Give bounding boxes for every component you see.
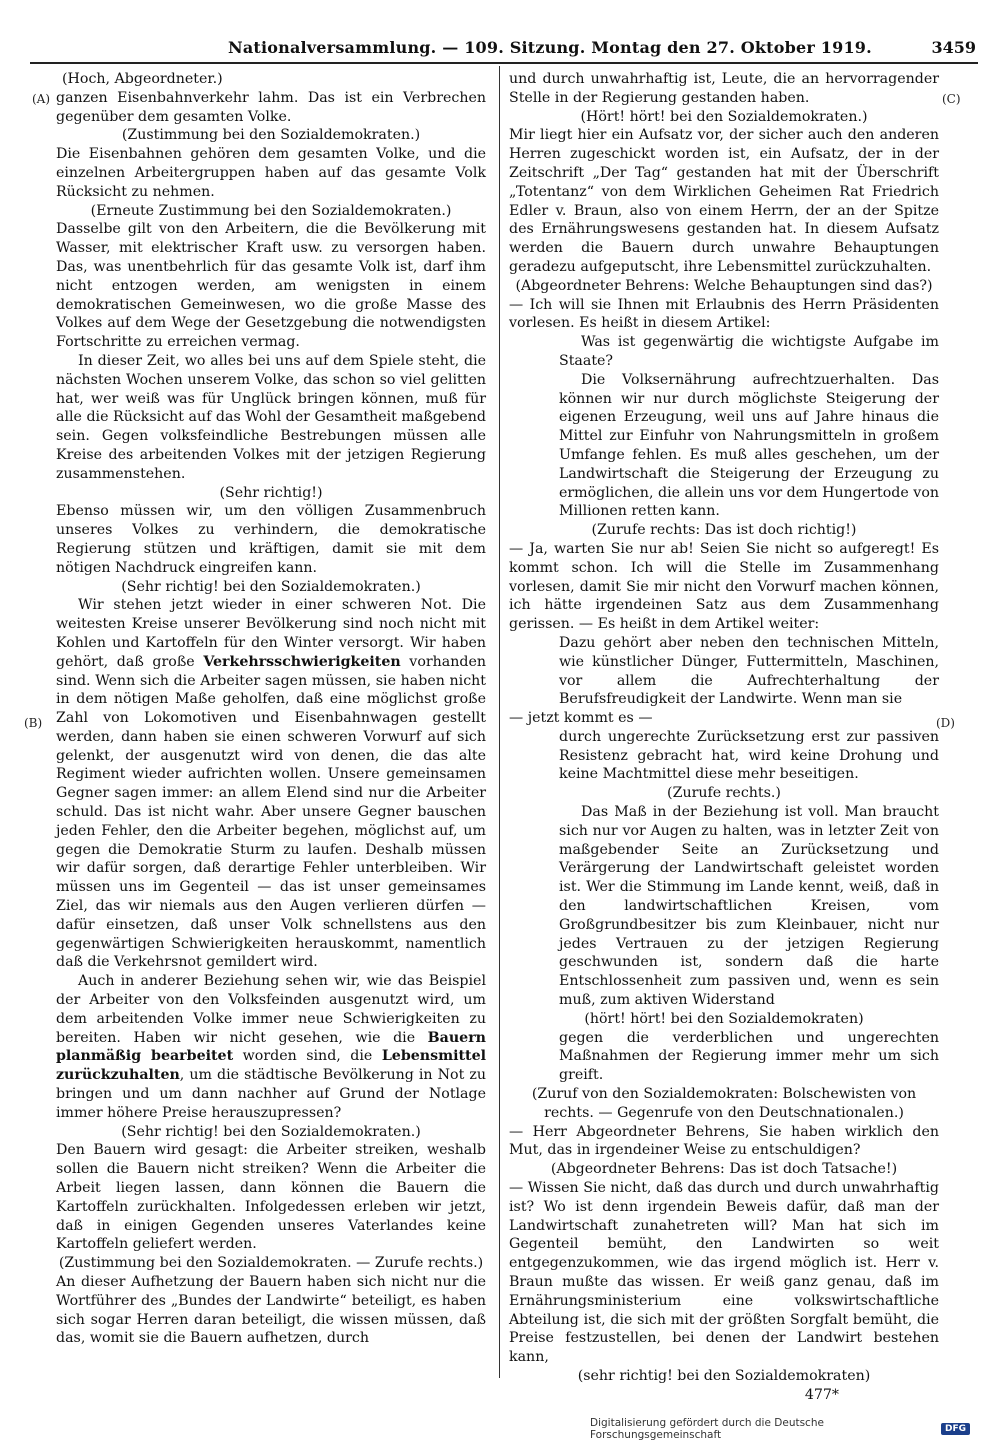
margin-marker-c: (C)	[942, 92, 961, 106]
left-column	[56, 70, 486, 1348]
funding-note: Digitalisierung gefördert durch die Deutsche Forschungsgemeinschaft	[590, 1417, 824, 1441]
paragraph: Die Eisenbahnen gehören dem gesamten Volke, und die einzelnen Arbeitergruppen haben auf das gesamte Volk Rücksicht zu nehmen.	[56, 146, 486, 200]
paragraph: Ebenso müssen wir, um den völligen Zusammenbruch unseres Volkes zu verhindern, die demokratische Regierung stützen und kräftigen, damit sie mit dem nötigen Nachdruck eingreifen kann.	[56, 503, 486, 576]
quoted-text: Was ist gegenwärtig die wichtigste Aufgabe im Staate?	[559, 334, 939, 369]
margin-marker-d: (D)	[936, 716, 955, 730]
running-title: Nationalversammlung. — 109. Sitzung. Montag den 27. Oktober 1919.	[228, 38, 872, 57]
text-run: Auch in anderer Beziehung sehen wir, wie das Beispiel der Arbeiter von den Volksfeinden ausgenutzt wird, um dem arbeitenden Volke immer neue Schwierigkeiten zu bereiten. Haben wir nicht gesehen, wie die	[56, 973, 486, 1046]
interjection: (Zustimmung bei den Sozialdemokraten. — Zurufe rechts.)	[58, 1255, 484, 1272]
quoted-text: gegen die verderblichen und ungerechten Maßnahmen der Regierung immer mehr um sich greift.	[559, 1029, 939, 1084]
paragraph: An dieser Aufhetzung der Bauern haben sich nicht nur die Wortführer des „Bundes der Landwirte“ beteiligt, es haben sich sogar Herren daran beteiligt, die wissen müssen, daß das, womit sie die Bauern aufhetzen, durch	[56, 1274, 486, 1347]
interjection: (hört! hört! bei den Sozialdemokraten)	[584, 1010, 864, 1027]
page-number: 3459	[931, 38, 976, 57]
paragraph: — Ja, warten Sie nur ab! Seien Sie nicht so aufgeregt! Es kommt schon. Ich will die Stelle im Zusammenhang vorlesen, damit Sie mir nicht den Vorwurf machen können, ich hätte irgendeinen Satz aus dem Zusammenhang gerissen. — Es heißt in dem Artikel weiter:	[509, 540, 939, 633]
quoted-text: Dazu gehört aber neben den technischen Mitteln, wie künstlicher Dünger, Futtermitteln, Maschinen, vor allem die Aufrechterhaltung der Berufsfreudigkeit der Landwirte. Wenn man sie	[559, 634, 939, 708]
paragraph: — Ich will sie Ihnen mit Erlaubnis des Herrn Präsidenten vorlesen. Es heißt in diesem Artikel:	[509, 296, 939, 332]
paragraph: — Herr Abgeordneter Behrens, Sie haben wirklich den Mut, das in irgendeiner Weise zu entschuldigen?	[509, 1123, 939, 1159]
interjection: (Hört! hört! bei den Sozialdemokraten.)	[580, 108, 868, 125]
interjection: (Zurufe rechts.)	[667, 785, 781, 802]
interjection: (Zustimmung bei den Sozialdemokraten.)	[121, 127, 421, 144]
emphasis: Verkehrsschwierigkeiten	[203, 653, 401, 670]
interjection: (Sehr richtig! bei den Sozialdemokraten.)	[121, 1123, 421, 1140]
text-run: vorhanden sind. Wenn sich die Arbeiter sagen müssen, sie haben nicht in dem nötigen Maße geholfen, daß eine möglichst große Zahl von Lokomotiven und Eisenbahnwagen gestellt werden, dann haben sie einen schweren Vorwurf auf sich gelenkt, der ausgenutzt wird von denen, die das alte Regiment wieder aufrichten wollen. Unsere gemeinsamen Gegner sagen immer: an allem Elend sind nur die Arbeiter schuld. Das ist nicht wahr. Aber unsere Gegner bauschen jeden Fehler, den die Arbeiter begehen, möglichst auf, um gegen die Demokratie Sturm zu laufen. Deshalb müssen wir dafür sorgen, daß derartige Fehler unterbleiben. Wir müssen uns im Gegenteil — das ist unser gemeinsames Ziel, das wir niemals aus den Augen verlieren dürfen — dafür einsetzen, daß unser Volk schnellstens aus den gegenwärtigen Schwierigkeiten herauskommt, namentlich daß die Verkehrsnot gemildert wird.	[56, 653, 486, 971]
signature-mark: 477*	[804, 1386, 839, 1403]
paragraph: Den Bauern wird gesagt: die Arbeiter streiken, weshalb sollen die Bauern nicht streiken? Wenn die Arbeiter die Arbeit liegen lassen, dann können die Bauern die Kartoffeln zurückhalten. Infolgedessen erleben wir jetzt, daß in einigen Gegenden unseres Vaterlandes keine Kartoffeln geliefert werden.	[56, 1142, 486, 1253]
emphasis: Bauern planmäßig bearbeitet	[56, 1029, 486, 1065]
dfg-logo-icon: DFG	[941, 1423, 970, 1435]
margin-marker-a: (A)	[32, 92, 51, 106]
interjection: (sehr richtig! bei den Sozialdemokraten)	[577, 1367, 871, 1384]
paragraph	[56, 972, 486, 1122]
quoted-text: Das Maß in der Beziehung ist voll. Man braucht sich nur vor Augen zu halten, was in letzter Zeit von maßgebender Seite an Zurücksetzung und Verärgerung der Landwirtschaft geleistet worden ist. Wer die Stimmung im Lande kennt, weiß, daß in den landwirtschaftlichen Kreisen, vom Großgrundbesitzer bis zum Kleinbauer, nicht nur jedes Vertrauen zu der jetzigen Regierung geschwunden ist, sondern daß die harte Entschlossenheit zum passiven und, wenn es sein muß, zum aktiven Widerstand	[559, 804, 939, 1009]
interjection: (Erneute Zustimmung bei den Sozialdemokraten.)	[90, 202, 452, 219]
quoted-text: durch ungerechte Zurücksetzung erst zur passiven Resistenz gebracht hat, wird keine Drohung und keine Machtmittel diese mehr beseitigen.	[559, 728, 939, 783]
paragraph: — Wissen Sie nicht, daß das durch und durch unwahrhaftig ist? Wo ist denn irgendein Beweis dafür, daß man der Landwirtschaft zunahetreten will? Man hat sich im Gegenteil bemüht, den Landwirten so weit entgegenzukommen, wie das irgend möglich ist. Herr v. Braun mußte das wissen. Er weiß ganz genau, daß im Ernährungsministerium eine volkswirtschaftliche Abteilung ist, die sich mit der größten Sorgfalt bemüht, die Preise festzustellen, bei denen der Landwirt bestehen kann,	[509, 1180, 939, 1366]
paragraph: Dasselbe gilt von den Arbeitern, die die Bevölkerung mit Wasser, mit elektrischer Kraft usw. zu versorgen haben. Das, was unentbehrlich für das gesamte Volk ist, darf ihm nicht entzogen werden, am wenigsten in einem demokratischen Gemeinwesen, wo die große Masse des Volkes auf dem Wege der Gesetzgebung die notwendigsten Fortschritte zu erreichen vermag.	[56, 221, 486, 351]
text-run: worden sind, die	[233, 1048, 382, 1065]
page-header	[30, 28, 978, 64]
margin-marker-b: (B)	[24, 716, 43, 730]
text-run: Wir stehen jetzt wieder in einer schweren Not. Die weitesten Kreise unserer Bevölkerung sind noch nicht mit Kohlen und Kartoffeln für den Winter versorgt. Wir haben gehört, daß große	[56, 597, 486, 670]
paragraph: — jetzt kommt es —	[509, 710, 653, 727]
interjection: (Abgeordneter Behrens: Das ist doch Tatsache!)	[550, 1161, 898, 1178]
interjection: (Zuruf von den Sozialdemokraten: Bolschewisten von rechts. — Gegenrufe von den Deutschnationalen.)	[531, 1086, 917, 1121]
column-divider	[499, 66, 500, 1378]
paragraph: und durch unwahrhaftig ist, Leute, die an hervorragender Stelle in der Regierung gestanden haben.	[509, 71, 939, 106]
text-run: , um die städtische Bevölkerung in Not zu bringen und um dann nachher auf Grund der Notlage immer höhere Preise herauszupressen?	[56, 1067, 486, 1121]
right-column	[509, 70, 939, 1405]
paragraph: ganzen Eisenbahnverkehr lahm. Das ist ein Verbrechen gegenüber dem gesamten Volke.	[56, 89, 486, 125]
paragraph: In dieser Zeit, wo alles bei uns auf dem Spiele steht, die nächsten Wochen unserem Volke, das schon so viel gelitten hat, wer weiß was für Unglück bringen können, muß für alle die Rücksicht auf das Wohl der Gesamtheit maßgebend sein. Gegen volksfeindliche Bestrebungen müssen alle Kreise des arbeitenden Volkes mit der jetzigen Regierung zusammenstehen.	[56, 352, 486, 482]
emphasis: Lebensmittel zurückzuhalten	[56, 1048, 487, 1084]
interjection: (Sehr richtig!)	[219, 484, 323, 501]
page-footer	[590, 1417, 970, 1441]
quoted-text: Die Volksernährung aufrechtzuerhalten. Das können wir nur durch möglichste Steigerung der eigenen Erzeugung, weil uns auf Jahre hinaus die Mittel zur Einfuhr von Nahrungsmitteln in großem Umfange fehlen. Es muß alles geschehen, um der Landwirtschaft die Steigerung der Erzeugung zu ermöglichen, die allein uns vor dem Hungertode von Millionen retten kann.	[559, 371, 939, 520]
paragraph: Mir liegt hier ein Aufsatz vor, der sicher auch den anderen Herren zugeschickt worden ist, ein Aufsatz, der in der Zeitschrift „Der Tag“ gestanden hat mit der Überschrift „Totentanz“ von dem Wirklichen Geheimen Rat Friedrich Edler v. Braun, also von einem Herrn, der an der Spitze des Ernährungswesens gestanden hat. In diesem Aufsatz werden die Bauern durch unwahre Behauptungen geradezu aufgeputscht, ihre Lebensmittel zurückzuhalten.	[509, 127, 939, 275]
paragraph	[56, 596, 486, 972]
interjection: (Sehr richtig! bei den Sozialdemokraten.)	[121, 578, 421, 595]
interjection: (Abgeordneter Behrens: Welche Behauptungen sind das?)	[515, 277, 933, 294]
speaker-note: (Hoch, Abgeordneter.)	[62, 71, 223, 87]
interjection: (Zurufe rechts: Das ist doch richtig!)	[591, 522, 857, 539]
